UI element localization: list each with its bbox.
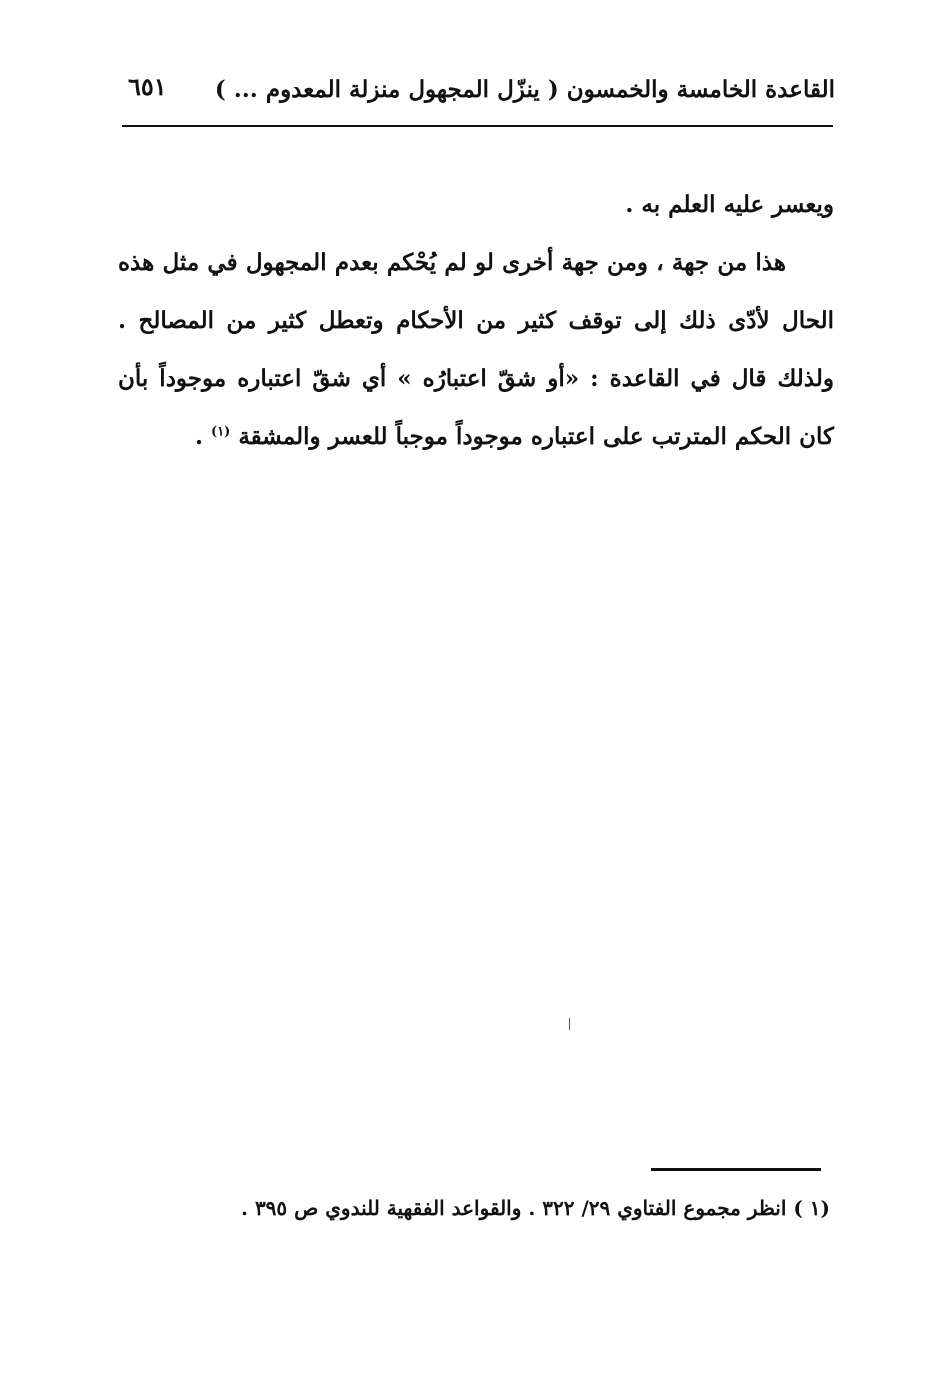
- paragraph-end: .: [195, 423, 212, 450]
- footnote-reference: (١): [211, 424, 231, 440]
- scan-mark: [569, 1018, 570, 1030]
- running-head: [120, 70, 835, 126]
- footnote: (١ ) انظر مجموع الفتاوي ٢٩/ ٣٢٢ . والقواعد الفقهية للندوي ص ٣٩٥ .: [241, 1196, 830, 1220]
- paragraph-text: هذا من جهة ، ومن جهة أخرى لو لم يُحْكم بعدم المجهول في مثل هذه الحال لأدّى ذلك إلى توقف كثير من الأحكام وتعطل كثير من المصالح . ولذلك قال في القاعدة : «أو شقّ اعتبارُه » أي شقّ اعتباره موجوداً بأن كان الحكم المترتب على اعتباره موجوداً موجباً للعسر والمشقة: [118, 249, 834, 450]
- paragraph: [118, 234, 834, 466]
- running-title: القاعدة الخامسة والخمسون ( ينزّل المجهول منزلة المعدوم ... ): [214, 76, 835, 103]
- body-text: [118, 176, 834, 466]
- footnote-rule: [651, 1168, 821, 1171]
- paragraph: ويعسر عليه العلم به .: [625, 191, 834, 218]
- page-number: ٦٥١: [128, 72, 167, 101]
- header-rule: [122, 125, 833, 127]
